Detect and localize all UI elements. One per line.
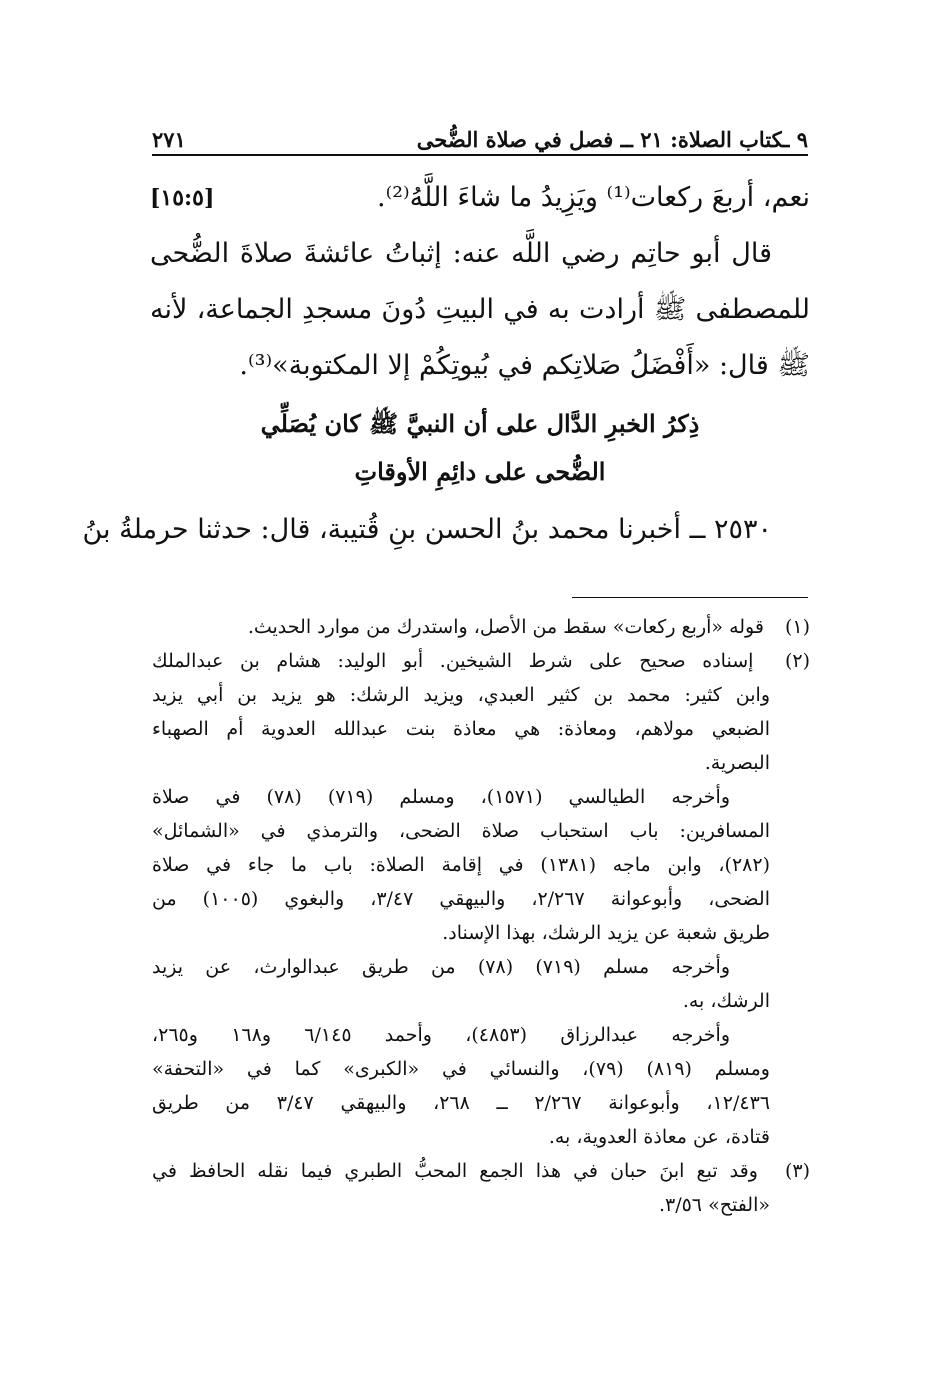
footnote-2 bbox=[152, 644, 810, 678]
page-header bbox=[152, 112, 808, 152]
footnote-line: وأخرجه عبدالرزاق (٤٨٥٣)، وأحمد ٦/١٤٥ و١٦٨ و٢٦٥، bbox=[152, 1024, 730, 1046]
main-line: ﷺ قال: «أَفْضَلُ صَلاتِكم في بُيوتِكُمْ إلا المكتوبة»⁽³⁾. bbox=[239, 350, 810, 381]
main-line: للمصطفى ﷺ أرادت به في البيتِ دُونَ مسجدِ الجماعة، لأنه bbox=[150, 294, 810, 325]
footnote-line: وأخرجه الطيالسي (١٥٧١)، ومسلم (٧١٩) (٧٨) في صلاة bbox=[152, 786, 730, 808]
footnotes bbox=[152, 610, 810, 1222]
footnote-text: إسناده صحيح على شرط الشيخين. أبو الوليد: هشام بن عبدالملك bbox=[152, 650, 754, 672]
footnote-line: قتادة، عن معاذة العدوية، به. bbox=[548, 1126, 770, 1148]
hadith-line: ٢٥٣٠ ــ أخبرنا محمد بنُ الحسن بنِ قُتيبة، قال: حدثنا حرملةُ بنُ bbox=[82, 514, 772, 545]
section-heading bbox=[150, 400, 810, 496]
main-text bbox=[82, 170, 810, 558]
footnote-number: (٣) bbox=[784, 1160, 810, 1182]
footnote-line: الضحى، وأبوعوانة ٢/٢٦٧، والبيهقي ٣/٤٧، والبغوي (١٠٠٥) من bbox=[152, 888, 770, 910]
main-line: قال أبو حاتِم رضي اللَّه عنه: إثباتُ عائشةَ صلاةَ الضُّحى bbox=[150, 238, 772, 269]
heading-line: الضُّحى على دائِمِ الأوقاتِ bbox=[354, 457, 606, 486]
footnote-line: الضبعي مولاهم، ومعاذة: هي معاذة بنت عبدالله العدوية أم الصهباء bbox=[152, 718, 770, 740]
footnote-line: طريق شعبة عن يزيد الرشك، بهذا الإسناد. bbox=[442, 922, 770, 944]
footnote-number: (٢) bbox=[784, 650, 810, 672]
heading-line: ذِكرُ الخبرِ الدَّال على أن النبيَّ ﷺ كان يُصَلِّي bbox=[260, 409, 700, 438]
main-line bbox=[150, 170, 810, 226]
footnote-line: وأخرجه مسلم (٧١٩) (٧٨) من طريق عبدالوارث، عن يزيد bbox=[152, 956, 730, 978]
footnote-line: «الفتح» ٣/٥٦. bbox=[658, 1194, 770, 1216]
footnote-line: المسافرين: باب استحباب صلاة الضحى، والترمذي في «الشمائل» bbox=[152, 820, 770, 842]
header-rule bbox=[152, 154, 808, 156]
hadith-reference: [١٥:٥] bbox=[150, 185, 215, 211]
footnote-number: (١) bbox=[784, 616, 810, 638]
footnote-line: ١٢/٤٣٦، وأبوعوانة ٢/٢٦٧ ــ ٢٦٨، والبيهقي ٣/٤٧ من طريق bbox=[152, 1092, 770, 1114]
running-title: ٩ ـكتاب الصلاة: ٢١ ــ فصل في صلاة الضُّحى bbox=[416, 127, 808, 152]
main-line-text: نعم، أربعَ ركعات⁽¹⁾ ويَزِيدُ ما شاءَ اللَّهُ⁽²⁾. bbox=[377, 182, 810, 213]
footnote-separator bbox=[572, 597, 808, 598]
footnote-line: البصرية. bbox=[704, 752, 770, 774]
footnote-line: ومسلم (٨١٩) (٧٩)، والنسائي في «الكبرى» كما في «التحفة» bbox=[152, 1058, 770, 1080]
footnote-3 bbox=[152, 1154, 810, 1188]
footnote-line: الرشك، به. bbox=[682, 990, 770, 1012]
footnote-line: وابن كثير: محمد بن كثير العبدي، ويزيد الرشك: هو يزيد بن أبي يزيد bbox=[152, 684, 770, 706]
footnote-1 bbox=[152, 610, 810, 644]
footnote-line: (٢٨٢)، وابن ماجه (١٣٨١) في إقامة الصلاة: باب ما جاء في صلاة bbox=[152, 854, 770, 876]
page-number: ٢٧١ bbox=[152, 127, 186, 152]
footnote-text: وقد تبع ابنَ حبان في هذا الجمع المحبُّ الطبري فيما نقله الحافظ في bbox=[152, 1160, 758, 1182]
footnote-text: قوله «أربع ركعات» سقط من الأصل، واستدرك من موارد الحديث. bbox=[247, 616, 764, 638]
